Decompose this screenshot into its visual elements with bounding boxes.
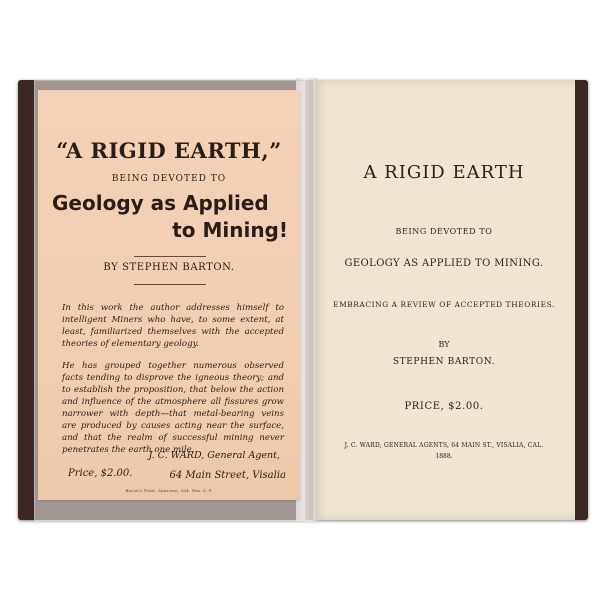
title-page-year: 1888.	[435, 453, 453, 460]
advertisement-insert	[38, 90, 300, 500]
title-page-being: BEING DEVOTED TO	[395, 227, 493, 236]
insert-byline: BY STEPHEN BARTON.	[103, 262, 235, 273]
insert-rule-bottom	[134, 284, 206, 285]
insert-paragraph-1: In this work the author addresses himself to intelligent Miners who have, to some extent, at least, familiarized themselves with the accepted theories of elementary geology.	[62, 303, 284, 349]
insert-price: Price, $2.00.	[68, 468, 133, 479]
insert-printer-line: Bacon's Print, Sansome, 364, Wm. S. F.	[125, 488, 213, 493]
insert-geology: Geology as Applied	[52, 191, 269, 215]
title-page	[313, 80, 575, 520]
insert-paragraph-2: He has grouped together numerous observed facts tending to disprove the igneous theory; and to establish the proposition, that below the action and influence of the atmosphere all fissures grow narrower with depth—that metal-bearing veins are produced by causes acting near the surface, and that the realm of successful mining never penetrates the earth one mile.	[62, 361, 284, 455]
title-page-price: PRICE, $2.00.	[404, 401, 484, 412]
insert-title: “A RIGID EARTH,”	[56, 138, 282, 163]
title-page-by: BY	[438, 340, 450, 349]
insert-agent: J. C. WARD, General Agent,	[148, 450, 280, 461]
insert-being: BEING DEVOTED TO	[111, 174, 227, 184]
title-page-embracing: EMBRACING A REVIEW OF ACCEPTED THEORIES.	[333, 300, 555, 309]
title-page-title: A RIGID EARTH	[363, 162, 525, 183]
insert-rule-top	[134, 256, 206, 257]
title-page-agents: J. C. WARD, GENERAL AGENTS, 64 MAIN ST., VISALIA, CAL.	[344, 442, 544, 449]
title-page-author: STEPHEN BARTON.	[392, 357, 496, 367]
insert-mining: to Mining!	[172, 218, 288, 242]
title-page-subtitle: GEOLOGY AS APPLIED TO MINING.	[344, 258, 544, 269]
insert-address: 64 Main Street, Visalia	[169, 470, 286, 481]
